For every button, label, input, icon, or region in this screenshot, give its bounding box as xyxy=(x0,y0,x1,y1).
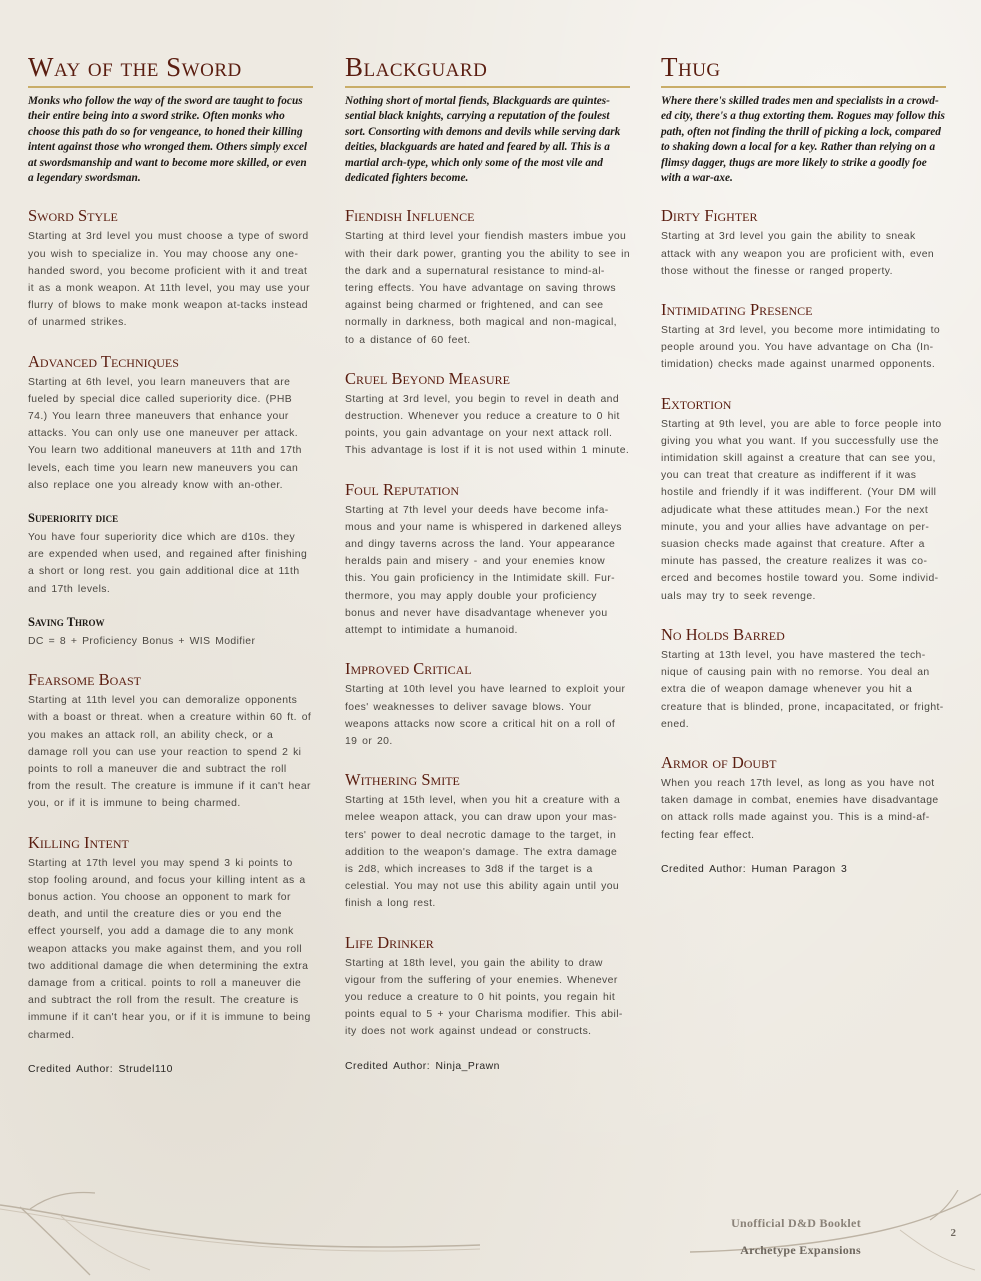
footer-ornament-left-icon xyxy=(0,1185,480,1281)
feature-heading: Armor of Doubt xyxy=(661,752,777,772)
footer-booklet-title: Unofficial D&D Booklet xyxy=(731,1216,861,1230)
feature-text: Starting at 3rd level you gain the ability to sneak attack with any weapon you are proficient with, even those without the finesse or ranged property. xyxy=(661,231,935,277)
feature-text: Starting at 7th level your deeds have become infa-mous and your name is whispered in darkened alleys and dingy taverns across the land. Your appearance heralds pain and misery - and your enemies know this. You gain proficiency in the Intimidate skill. Fur-thermore, you may apply double your proficiency bonus and never have disadvantage whenever you attempt to intimidate a humanoid. xyxy=(345,504,622,637)
feature-heading: Sword Style xyxy=(28,206,118,226)
author-credit: Credited Author: Human Paragon 3 xyxy=(661,863,848,875)
feature-heading: Dirty Fighter xyxy=(661,206,758,226)
feature-text: Starting at 3rd level, you begin to revel in death and destruction. Whenever you reduce a creature to 0 hit points, you gain advantage on your next attack roll. This advantage is lost if it is not used within 1 minute. xyxy=(345,393,630,457)
feature-heading: Advanced Techniques xyxy=(28,351,179,371)
feature-text: DC = 8 + Proficiency Bonus + WIS Modifier xyxy=(28,635,256,647)
column-thug xyxy=(661,50,946,877)
feature-heading: Fiendish Influence xyxy=(345,206,475,226)
feature-heading: Improved Critical xyxy=(345,659,472,679)
column-way-of-the-sword xyxy=(28,50,313,1077)
author-credit: Credited Author: Ninja_Prawn xyxy=(345,1060,500,1072)
feature-heading: Foul Reputation xyxy=(345,479,460,499)
feature-subheading: Saving Throw xyxy=(28,614,105,629)
section-title: Thug xyxy=(661,52,946,88)
feature-text: Starting at 3rd level, you become more intimidating to people around you. You have advantage on Cha (In-timidation) checks made against unarmed opponents. xyxy=(661,325,941,371)
feature-subheading: Superiority dice xyxy=(28,511,119,526)
feature-text: Starting at 11th level you can demoralize opponents with a boast or threat. when a creature within 60 ft. of you makes an attack roll, an ability check, or a damage roll you can use your reaction to spend 2 ki points to roll a maneuver die and subtract the roll from the result. The creature is immune if it can't hear you, or if it is immune to being charmed. xyxy=(28,695,312,810)
feature-heading: Fearsome Boast xyxy=(28,670,141,690)
feature-heading: Cruel Beyond Measure xyxy=(345,368,510,388)
feature-heading: No Holds Barred xyxy=(661,624,785,644)
author-credit: Credited Author: Strudel110 xyxy=(28,1063,173,1075)
feature-heading: Killing Intent xyxy=(28,832,129,852)
feature-text: Starting at 3rd level you must choose a type of sword you wish to specialize in. You may choose any one-handed sword, you become proficient with it and treat it as a monk weapon. At 11th level, you may use your flurry of blows to make monk weapon at-tacks instead of unarmed strikes. xyxy=(28,231,310,329)
feature-text: Starting at 17th level you may spend 3 ki points to stop fooling around, and focus your killing intent as a bonus action. You choose an opponent to mark for death, and until the creature dies or you end the effect yourself, you add a damage die to any monk weapon attacks you make against them, and you roll two additional damage die when determining the extra damage from a critical. points to roll a maneuver die and subtract the roll from the result. The creature is immune if it can't hear you, or if it is immune to being charmed. xyxy=(28,857,311,1041)
footer-booklet-subtitle: Archetype Expansions xyxy=(740,1243,861,1257)
column-blackguard xyxy=(345,50,630,1074)
feature-text: You have four superiority dice which are d10s. they are expended when used, and regained after finishing a short or long rest. you gain additional dice at 11th and 17th levels. xyxy=(28,532,308,595)
feature-heading: Intimidating Presence xyxy=(661,300,813,320)
feature-text: Starting at 18th level, you gain the ability to draw vigour from the suffering of your enemies. Whenever you reduce a creature to 0 hit points, you regain hit points equal to 5 + your Charisma modifier. This abil-ity does not work against undead or constructs. xyxy=(345,957,623,1038)
intro-text: Nothing short of mortal fiends, Blackguards are quintes-sential black knights, carrying a reputation of the foulest sort. Consorting with demons and devils while serving dark deities, blackguards are hated and feared by all. This is a martial arch-type, which only some of the most vile and dedicated fighters become. xyxy=(345,95,621,185)
feature-text: Starting at 10th level you have learned to exploit your foes' weaknesses to deliver savage blows. Your weapons attacks now score a critical hit on a roll of 19 or 20. xyxy=(345,684,626,747)
feature-heading: Withering Smite xyxy=(345,770,460,790)
footer-ornament-right-icon xyxy=(690,1190,981,1280)
page-number: 2 xyxy=(950,1227,956,1239)
section-title: Blackguard xyxy=(345,52,630,88)
section-title: Way of the Sword xyxy=(28,52,313,88)
feature-text: Starting at 6th level, you learn maneuvers that are fueled by special dice called superiority dice. (PHB 74.) You learn three maneuvers that enhance your attacks. You can only use one maneuver per attack. You learn two additional maneuvers at 11th and 17th levels, each time you learn new maneuvers you can also replace one you already know with an-other. xyxy=(28,376,302,491)
feature-text: Starting at 15th level, when you hit a creature with a melee weapon attack, you can draw upon your mas-ters' power to deal necrotic damage to the target, in addition to the weapon's damage. The extra damage is 2d8, which increases to 3d8 if the target is a celestial. You may not use this ability again until you finish a long rest. xyxy=(345,795,621,910)
intro-text: Where there's skilled trades men and specialists in a crowd-ed city, there's a thug extorting them. Rogues may follow this path, often not finding the thrill of picking a lock, compared to shaking down a local for a key. Rather than relying on a flimsy dagger, thugs are more likely to strike a goodly foe with a war-axe. xyxy=(661,95,945,185)
feature-text: Starting at 13th level, you have mastered the tech-nique of causing pain with no remorse. You deal an extra die of weapon damage whenever you hit a creature that is blinded, prone, incapacitated, or fright-ened. xyxy=(661,649,944,730)
feature-text: Starting at third level your fiendish masters imbue you with their dark power, granting you the ability to see in the dark and a supernatural resistance to mind-al-tering effects. You have advantage on saving throws against being charmed or frightened, and can see normally in darkness, both magical and non-magical, to a distance of 60 feet. xyxy=(345,231,631,346)
feature-heading: Life Drinker xyxy=(345,932,434,952)
feature-heading: Extortion xyxy=(661,393,732,413)
feature-text: Starting at 9th level, you are able to force people into giving you what you want. If you successfully use the intimidation skill against a creature that can see you, you can treat that creature as indifferent if it was hostile and friendly if it was indifferent. (Your DM will adjudicate what these attitudes mean.) For the next minute, you and your allies have advantage on per-suasion checks made against that creature. After a minute has passed, the creature realizes it was co-erced and becomes hostile toward you. Some individ-uals may try to seek revenge. xyxy=(661,418,942,602)
intro-text: Monks who follow the way of the sword are taught to focus their entire being into a sword strike. Often monks who choose this path do so for vengeance, to honed their killing intent against those who wronged them. Others simply excel at swordsmanship and want to become more skilled, or even a legendary swordsman. xyxy=(28,95,307,185)
feature-text: When you reach 17th level, as long as you have not taken damage in combat, enemies have disadvantage on attack rolls made against you. This is a mind-af-fecting fear effect. xyxy=(661,777,939,841)
